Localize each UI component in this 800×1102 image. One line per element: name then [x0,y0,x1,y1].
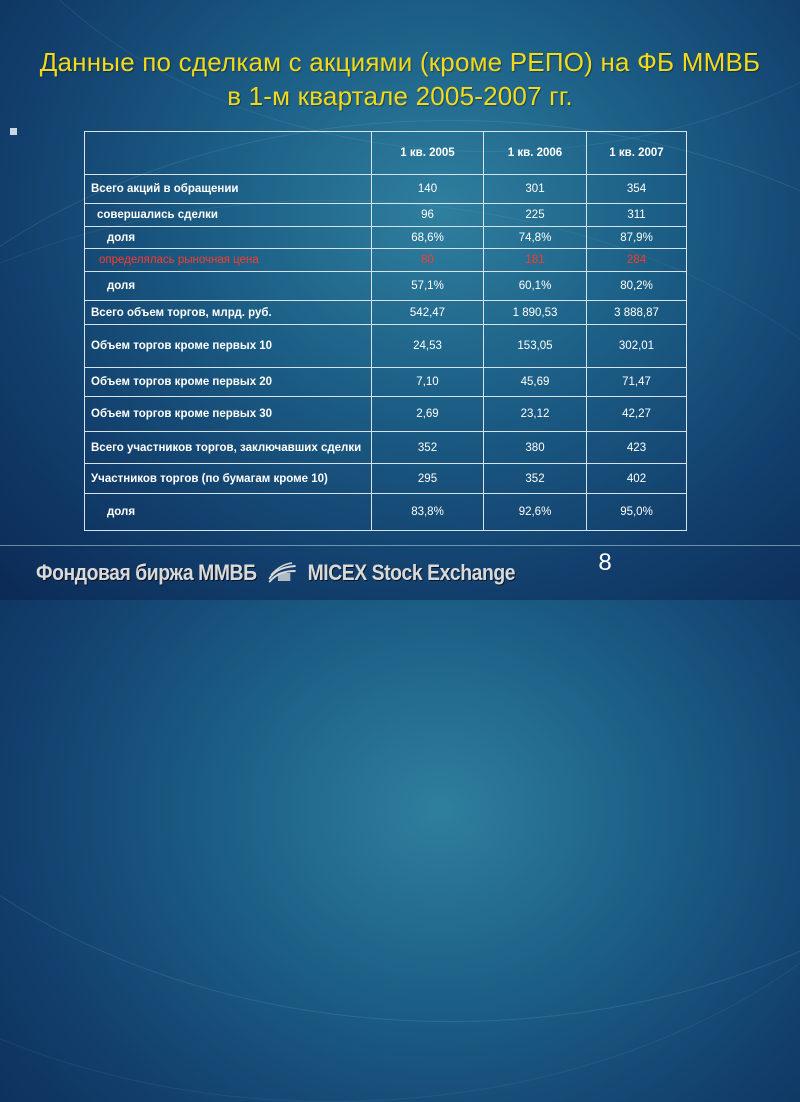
row-label: доля [85,227,372,249]
table-row [85,397,687,432]
table-row [85,325,687,368]
trades-table [84,131,687,531]
page-number: 8 [598,549,612,576]
row-label: Объем торгов кроме первых 30 [85,397,372,432]
table-cell: 542,47 [372,301,484,325]
slide-title: Данные по сделкам с акциями (кроме РЕПО) на ФБ ММВБ в 1-м квартале 2005-2007 гг. [39,47,761,111]
table-row [85,301,687,325]
table-cell: 24,53 [372,325,484,368]
table-cell: 57,1% [372,272,484,301]
table-cell: 60,1% [484,272,587,301]
footer-divider [0,545,800,546]
table-cell: 95,0% [587,494,687,531]
table-cell: 423 [587,432,687,464]
table-cell: 2,69 [372,397,484,432]
table-cell: 302,01 [587,325,687,368]
table-cell: 92,6% [484,494,587,531]
table-row [85,368,687,397]
table-cell: 7,10 [372,368,484,397]
table-cell: 74,8% [484,227,587,249]
footer-logo [36,559,515,587]
table-cell: 23,12 [484,397,587,432]
header-cell: 1 кв. 2006 [484,132,587,175]
table-row [85,494,687,531]
table-row [85,432,687,464]
table-cell: 153,05 [484,325,587,368]
table-cell: 1 890,53 [484,301,587,325]
table-row [85,272,687,301]
table-cell: 301 [484,175,587,204]
table-cell: 181 [484,249,587,272]
table-cell: 87,9% [587,227,687,249]
table-cell: 3 888,87 [587,301,687,325]
table-row [85,249,687,272]
table-row [85,204,687,227]
table-cell: 96 [372,204,484,227]
table-cell: 83,8% [372,494,484,531]
table-cell: 140 [372,175,484,204]
table-cell: 352 [372,432,484,464]
table-row [85,227,687,249]
table-row [85,464,687,494]
row-label: Всего участников торгов, заключавших сделки [85,432,372,464]
table-cell: 284 [587,249,687,272]
table-cell: 45,69 [484,368,587,397]
table-cell: 352 [484,464,587,494]
header-cell: 1 кв. 2005 [372,132,484,175]
footer-logo-right-text: MICEX Stock Exchange [307,560,516,585]
table-cell: 42,27 [587,397,687,432]
header-cell [85,132,372,175]
row-label: Участников торгов (по бумагам кроме 10) [85,464,372,494]
header-cell: 1 кв. 2007 [587,132,687,175]
table-cell: 71,47 [587,368,687,397]
table-cell: 80,2% [587,272,687,301]
micex-logo-icon [265,561,298,585]
table-cell: 225 [484,204,587,227]
table-cell: 68,6% [372,227,484,249]
square-bullet-icon [10,128,17,135]
row-label: Объем торгов кроме первых 20 [85,368,372,397]
row-label: доля [85,494,372,531]
row-label: Объем торгов кроме первых 10 [85,325,372,368]
table-cell: 80 [372,249,484,272]
table-cell: 311 [587,204,687,227]
table-cell: 380 [484,432,587,464]
table-row [85,175,687,204]
table-cell: 402 [587,464,687,494]
row-label: Всего акций в обращении [85,175,372,204]
row-label: Всего объем торгов, млрд. руб. [85,301,372,325]
table-cell: 354 [587,175,687,204]
table-cell: 295 [372,464,484,494]
row-label: определялась рыночная цена [85,249,372,272]
row-label: совершались сделки [85,204,372,227]
table-header-row [85,132,687,175]
footer-logo-left-text: Фондовая биржа ММВБ [36,560,257,585]
row-label: доля [85,272,372,301]
